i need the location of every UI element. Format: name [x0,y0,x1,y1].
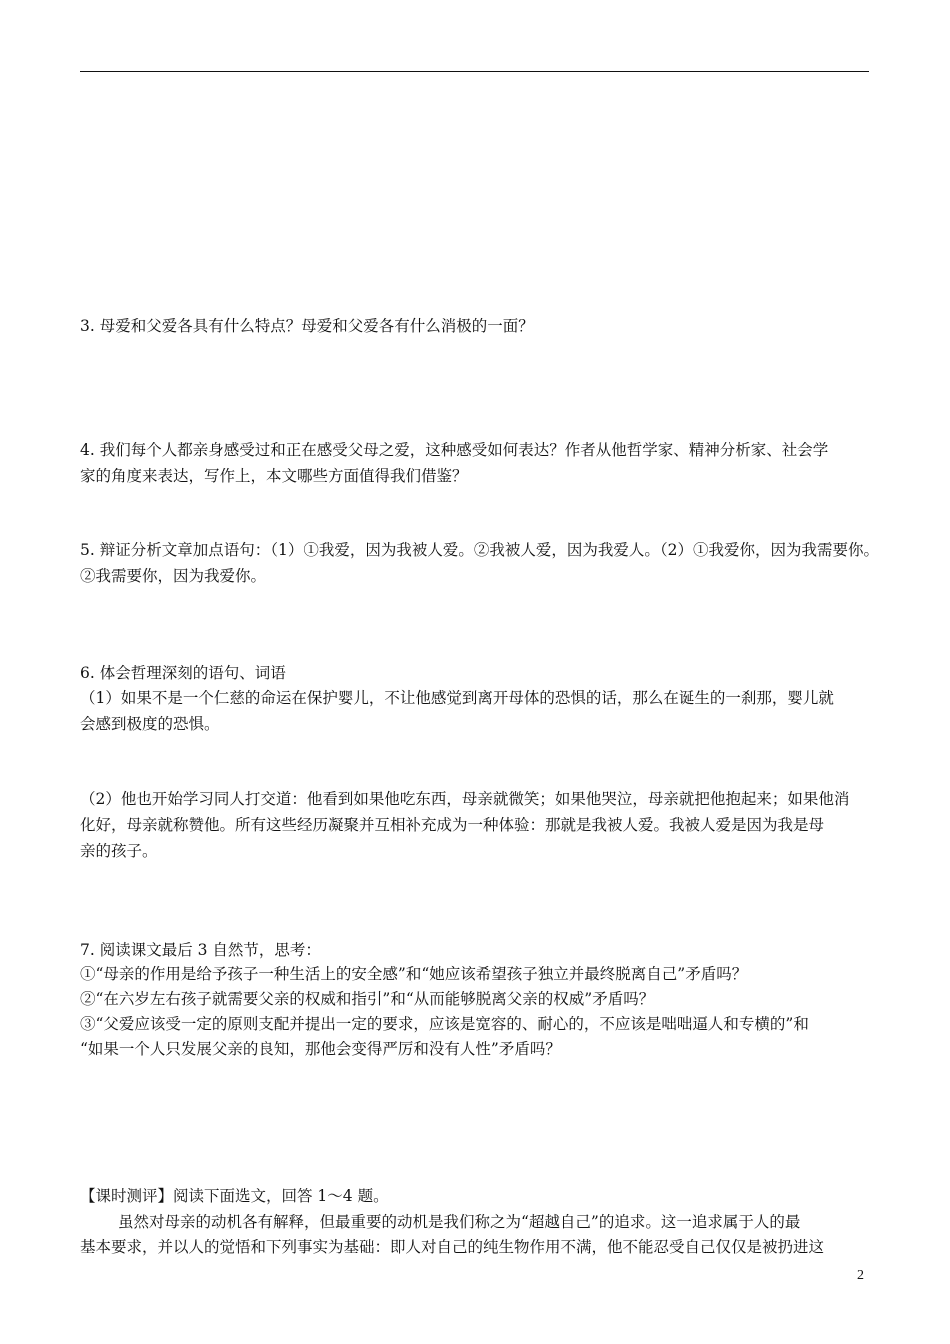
assessment-paragraph-line-2: 基本要求，并以人的觉悟和下列事实为基础：即人对自己的纯生物作用不满，他不能忍受自己仅仅是被扔进这 [80,1238,825,1256]
question-7-title: 7. 阅读课文最后 3 自然节，思考： [80,941,321,959]
question-5-line-2: ②我需要你，因为我爱你。 [80,567,267,585]
question-7-item-1: ①“母亲的作用是给予孩子一种生活上的安全感”和“她应该希望孩子独立并最终脱离自己”矛盾吗？ [80,965,748,983]
page-number: 2 [857,1268,864,1283]
question-6-item-1-line-2: 会感到极度的恐惧。 [80,715,220,733]
question-6-item-2-line-3: 亲的孩子。 [80,842,158,860]
question-4-line-1: 4. 我们每个人都亲身感受过和正在感受父母之爱，这种感受如何表达？作者从他哲学家、精神分析家、社会学 [80,441,829,459]
question-7-item-3-line-1: ③“父爱应该受一定的原则支配并提出一定的要求，应该是宽容的、耐心的，不应该是咄咄逼人和专横的”和 [80,1015,809,1033]
question-3: 3. 母爱和父爱各具有什么特点？母爱和父爱各有什么消极的一面？ [80,317,534,335]
assessment-paragraph-line-1: 虽然对母亲的动机各有解释，但最重要的动机是我们称之为“超越自己”的追求。这一追求属于人的最 [118,1213,801,1231]
question-4-line-2: 家的角度来表达，写作上，本文哪些方面值得我们借鉴？ [80,467,468,485]
assessment-heading: 【课时测评】阅读下面选文，回答 1～4 题。 [80,1187,389,1205]
question-6-item-2-line-1: （2）他也开始学习同人打交道：他看到如果他吃东西，母亲就微笑；如果他哭泣，母亲就把他抱起来；如果他消 [80,790,850,808]
question-5-line-1: 5. 辩证分析文章加点语句：（1）①我爱，因为我被人爱。②我被人爱，因为我爱人。（2）①我爱你，因为我需要你。 [80,541,879,559]
question-6-item-2-line-2: 化好，母亲就称赞他。所有这些经历凝聚并互相补充成为一种体验：那就是我被人爱。我被人爱是因为我是母 [80,816,825,834]
question-7-item-2: ②“在六岁左右孩子就需要父亲的权威和指引”和“从而能够脱离父亲的权威”矛盾吗？ [80,990,655,1008]
header-rule [80,71,869,72]
question-7-item-3-line-2: “如果一个人只发展父亲的良知，那他会变得严厉和没有人性”矛盾吗？ [80,1040,561,1058]
question-6-item-1-line-1: （1）如果不是一个仁慈的命运在保护婴儿，不让他感觉到离开母体的恐惧的话，那么在诞生的一刹那，婴儿就 [80,689,834,707]
question-6-title: 6. 体会哲理深刻的语句、词语 [80,664,286,682]
